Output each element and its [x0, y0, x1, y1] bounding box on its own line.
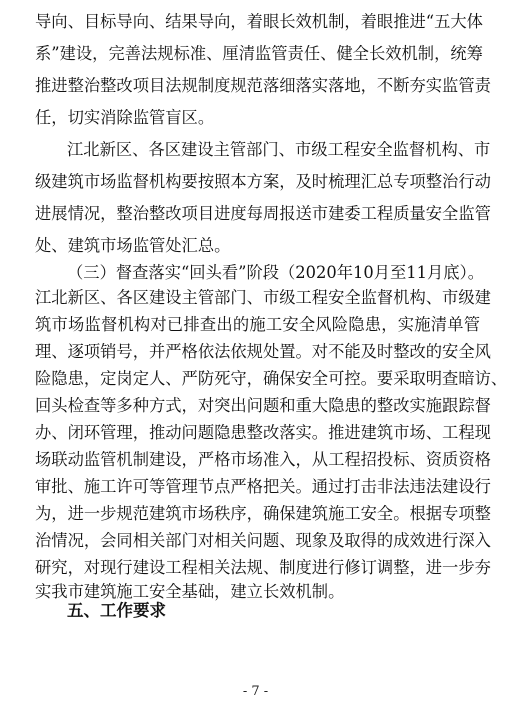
- text-line: 推进整治整改项目法规制度规范落细落实落地，不断夯实监管责: [35, 76, 491, 95]
- text-line: 场联动监管机制建设，严格市场准入，从工程招投标、资质资格: [35, 450, 491, 469]
- text-line: 处、建筑市场监管处汇总。: [35, 236, 231, 255]
- text-line: 理、逐项销号，并严格依法依规处置。对不能及时整改的安全风: [35, 342, 491, 361]
- text-line: 进展情况，整治整改项目进度每周报送市建委工程质量安全监管: [35, 204, 491, 223]
- text-line: 回头检查等多种方式，对突出问题和重大隐患的整改实施跟踪督: [35, 396, 491, 415]
- text-line: 研究，对现行建设工程相关法规、制度进行修订调整，进一步夯: [35, 558, 491, 577]
- section-heading: 五、工作要求: [67, 601, 166, 620]
- text-line: 江北新区、各区建设主管部门、市级工程安全监督机构、市: [67, 140, 491, 159]
- text-line: 办、闭环管理，推动问题隐患整改落实。推进建筑市场、工程现: [35, 423, 491, 442]
- text-line: 治情况，会同相关部门对相关问题、现象及取得的成效进行深入: [35, 531, 491, 550]
- text-line: 导向、目标导向、结果导向，着眼长效机制，着眼推进“五大体: [35, 12, 483, 31]
- text-line: 为，进一步规范建筑市场秩序，确保建筑施工安全。根据专项整: [35, 504, 491, 523]
- text-line: 审批、施工许可等管理节点严格把关。通过打击非法违法建设行: [35, 477, 491, 496]
- text-line: 实我市建筑施工安全基础，建立长效机制。: [35, 582, 345, 601]
- text-line: 险隐患，定岗定人、严防死守，确保安全可控。要采取明查暗访、: [35, 369, 508, 388]
- text-line: 系”建设，完善法规标准、厘清监管责任、健全长效机制，统筹: [35, 44, 483, 63]
- subsection-heading: （三）督查落实“回头看”阶段（2020年10月至11月底）。: [67, 263, 484, 282]
- text-line: 江北新区、各区建设主管部门、市级工程安全监督机构、市级建: [35, 288, 491, 307]
- page-number: - 7 -: [242, 684, 269, 699]
- text-line: 级建筑市场监督机构要按照本方案，及时梳理汇总专项整治行动: [35, 172, 491, 191]
- text-line: 任，切实消除监管盲区。: [35, 108, 215, 127]
- text-line: 筑市场监督机构对已排查出的施工安全风险隐患，实施清单管: [35, 315, 480, 334]
